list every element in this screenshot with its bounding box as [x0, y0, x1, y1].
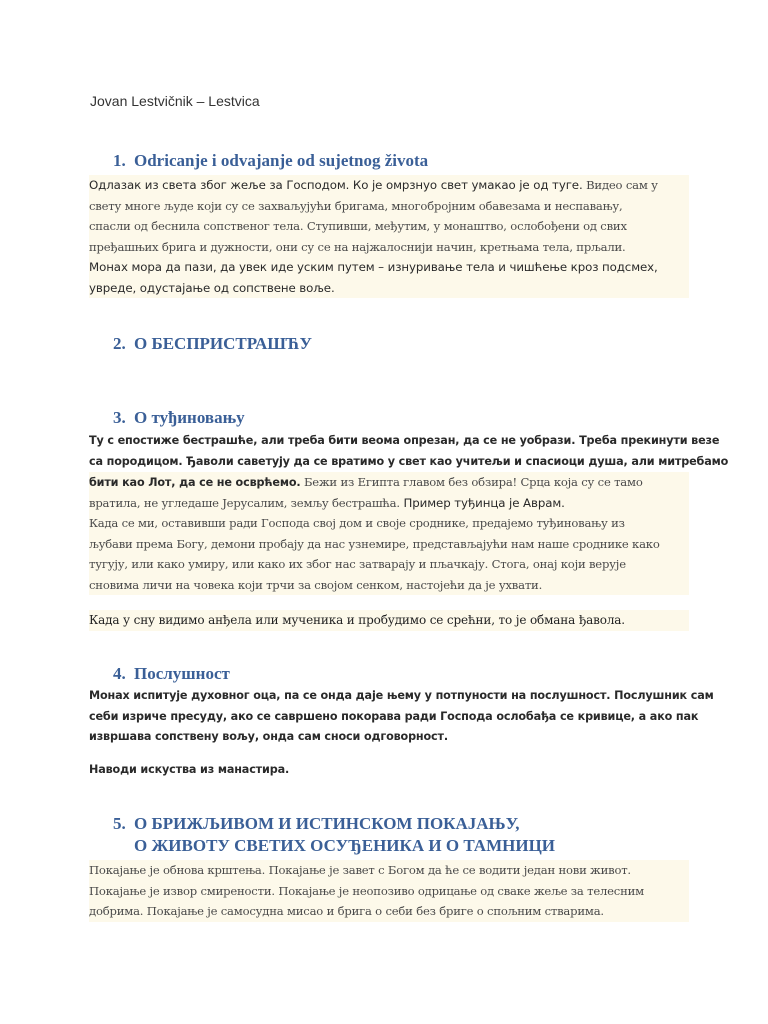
line-text: вратила, не угледаше Јерусалим, земљу бестрашћа. [89, 495, 400, 510]
paragraph-line: себи изриче пресуду, ако се савршено покорава ради Господа ослобађа се кривице, а ако пак [89, 709, 699, 723]
line-text: Бежи из Египта главом без обзира! Срца која су се тамо [300, 475, 643, 489]
line-text: Пример туђинца је Аврам. [399, 495, 565, 510]
paragraph-line: са породицом. Ђаволи саветују да се вратимо у свет као учитељи и спасиоци душа, али митребамо [89, 454, 729, 468]
section-2-heading [113, 333, 312, 355]
paragraph-line: Покајање је обнова крштења. Покајање је завет с Богом да ће се водити један нови живот. [89, 860, 689, 881]
paragraph-line: извршава сопствену вољу, онда сам сноси одговорност. [89, 730, 448, 743]
paragraph-line: љубави према Богу, демони пробају да нас узнемире, представљајући нам наше сроднике како [89, 534, 689, 555]
paragraph-line: Када се ми, оставивши ради Господа свој дом и своје сроднике, предајемо туђиновању из [89, 513, 689, 534]
section-4-title: Послушност [134, 664, 230, 683]
section-4-number: 4. [113, 664, 126, 683]
line-text: Одлазак из света због жеље за Господом. Ко је омрзнуо свет умакао је од туге. [89, 178, 583, 192]
section-5-title-line2: О ЖИВОТУ СВЕТИХ ОСУЂЕНИКА И О ТАМНИЦИ [134, 836, 556, 855]
section-5-body [89, 860, 689, 922]
section-4-heading [113, 663, 230, 685]
section-3-final [89, 610, 689, 631]
section-1-heading [113, 150, 428, 172]
paragraph-line [89, 493, 689, 514]
line-text: Видео сам у [582, 178, 658, 192]
paragraph-line: тугују, или како умиру, или како их због нас затварају и пљачкају. Стога, онај који верује [89, 554, 689, 575]
paragraph-line: Монах испитује духовног оца, па се онда даје њему у потпуности на послушност. Послушник сам [89, 689, 714, 702]
document-title: Jovan Lestvičnik – Lestvica [90, 93, 260, 109]
paragraph-line: Ту с епостиже бестрашће, али треба бити веома опрезан, да се не уобрази. Треба прекинути везе [89, 434, 720, 447]
section-4-final [89, 760, 689, 781]
paragraph-line: свету многе људе који су се захваљујући бригама, многобројним обавезама и неспавању, [89, 196, 689, 217]
paragraph-line: Монах мора да пази, да увек иде уским путем – изнуривање тела и чишћење кроз подсмех, [89, 257, 689, 278]
section-1-number: 1. [113, 151, 126, 170]
section-3-body [89, 431, 729, 595]
section-5-heading [113, 813, 555, 857]
paragraph-line: Покајање је извор смирености. Покајање је неопозиво одрицање од сваке жеље за телесним [89, 881, 689, 902]
section-3-heading [113, 407, 245, 429]
paragraph-line: Наводи искуства из манастира. [89, 763, 290, 776]
paragraph-line: добрима. Покајање је самосудна мисао и брига о себи без бриге о спољним стварима. [89, 901, 689, 922]
section-3-title: О туђиновању [134, 408, 245, 427]
section-2-title: О БЕСПРИСТРАШЋУ [134, 334, 313, 353]
paragraph-line: Када у сну видимо анђела или мученика и пробудимо се срећни, то је обмана ђавола. [89, 610, 689, 631]
paragraph-line: пређашњих брига и дужности, они су се на најжалоснији начин, кретњама тела, прљали. [89, 237, 689, 258]
section-5-number: 5. [113, 814, 126, 833]
paragraph-line: сновима личи на човека који трчи за својом сенком, настојећи да је ухвати. [89, 575, 689, 596]
section-5-title-line1: О БРИЖЉИВОМ И ИСТИНСКОМ ПОКАЈАЊУ, [134, 814, 520, 833]
paragraph-line: спасли од беснила сопственог тела. Ступивши, међутим, у монаштво, ослобођени од свих [89, 216, 689, 237]
section-2-number: 2. [113, 334, 126, 353]
section-1-body [89, 175, 689, 298]
paragraph-line [89, 175, 689, 196]
paragraph-line [89, 472, 689, 493]
section-1-title: Odricanje i odvajanje od sujetnog života [134, 151, 429, 170]
line-text: бити као Лот, да се не осврћемо. [89, 476, 301, 489]
section-4-body [89, 686, 714, 748]
paragraph-line: увреде, одустајање од сопствене воље. [89, 278, 689, 299]
section-3-number: 3. [113, 408, 126, 427]
